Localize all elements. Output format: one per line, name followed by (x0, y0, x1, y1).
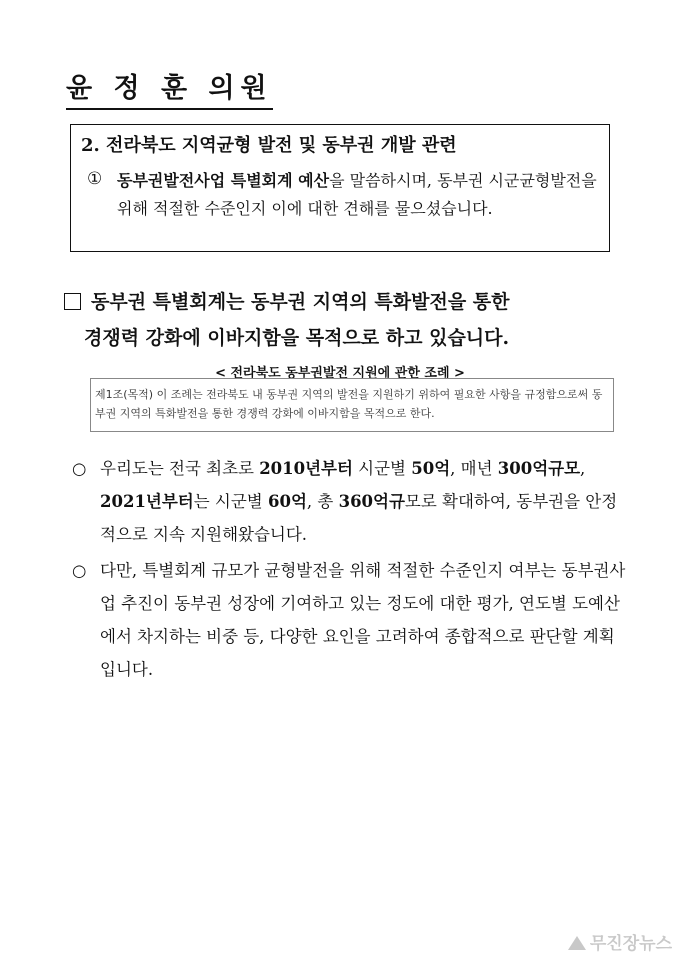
ordinance-heading: < 전라북도 동부권발전 지원에 관한 조례 > (215, 366, 465, 381)
watermark (568, 929, 672, 954)
paragraph-text (100, 554, 628, 686)
text-segment: 2021년부터 (100, 492, 194, 511)
text-segment: 시군별 (352, 459, 412, 478)
text-segment: 우리도는 전국 최초로 (100, 459, 260, 478)
watermark-text: 무진장뉴스 (589, 934, 672, 954)
text-segment: 60억 (268, 492, 307, 511)
checkbox-icon (64, 293, 81, 310)
text-segment: 모로 확대하여, 동부권을 안정적으로 지속 지원해왔습니다. (100, 492, 618, 544)
bullet-circle: ○ (72, 459, 87, 478)
page-title: 윤 정 훈 의원 (66, 72, 273, 110)
answer-summary (64, 284, 624, 356)
ordinance-box (90, 378, 614, 432)
answer-line-1: 동부권 특별회계는 동부권 지역의 특화발전을 통한 (91, 291, 510, 313)
question-item-number: ① (87, 169, 103, 189)
paragraph-1 (72, 452, 628, 551)
answer-line-2: 경쟁력 강화에 이바지함을 목적으로 하고 있습니다. (84, 327, 510, 349)
text-segment: 300억규모 (497, 459, 581, 478)
text-segment: 는 시군별 (193, 492, 268, 511)
ordinance-text: 제1조(목적) 이 조례는 전라북도 내 동부권 지역의 발전을 지원하기 위하여 필요한 사항을 규정함으로써 동부권 지역의 특화발전을 통한 경쟁력 강화에 이바지함을 목적으로 한다. (95, 388, 603, 420)
text-segment: , 총 (306, 492, 339, 511)
question-body-text: 을 말씀하시며, 동부권 시군균형발전을 위해 적절한 수준인지 이에 대한 견해를 물으셨습니다. (117, 171, 597, 218)
question-body (117, 167, 601, 223)
question-heading: 2. 전라북도 지역균형 발전 및 동부권 개발 관련 (81, 135, 457, 156)
text-segment: 다만, 특별회계 규모가 균형발전을 위해 적절한 수준인지 여부는 동부권사업 추진이 동부권 성장에 기여하고 있는 정도에 대한 평가, 연도별 도예산에서 차지하는 비중 등, 다양한 요인을 고려하여 종합적으로 판단할 계획입니다. (100, 561, 626, 679)
question-box (70, 124, 610, 252)
paragraph-2 (72, 554, 628, 686)
question-bold-phrase: 동부권발전사업 특별회계 예산 (117, 171, 330, 190)
text-segment: , 매년 (450, 459, 498, 478)
text-segment: 360억규 (338, 492, 405, 511)
bullet-circle: ○ (72, 561, 87, 580)
text-segment: 50억 (411, 459, 451, 478)
mountain-icon (568, 936, 586, 950)
paragraph-text (100, 452, 628, 551)
text-segment: , (580, 459, 586, 478)
text-segment: 2010년부터 (259, 459, 353, 478)
